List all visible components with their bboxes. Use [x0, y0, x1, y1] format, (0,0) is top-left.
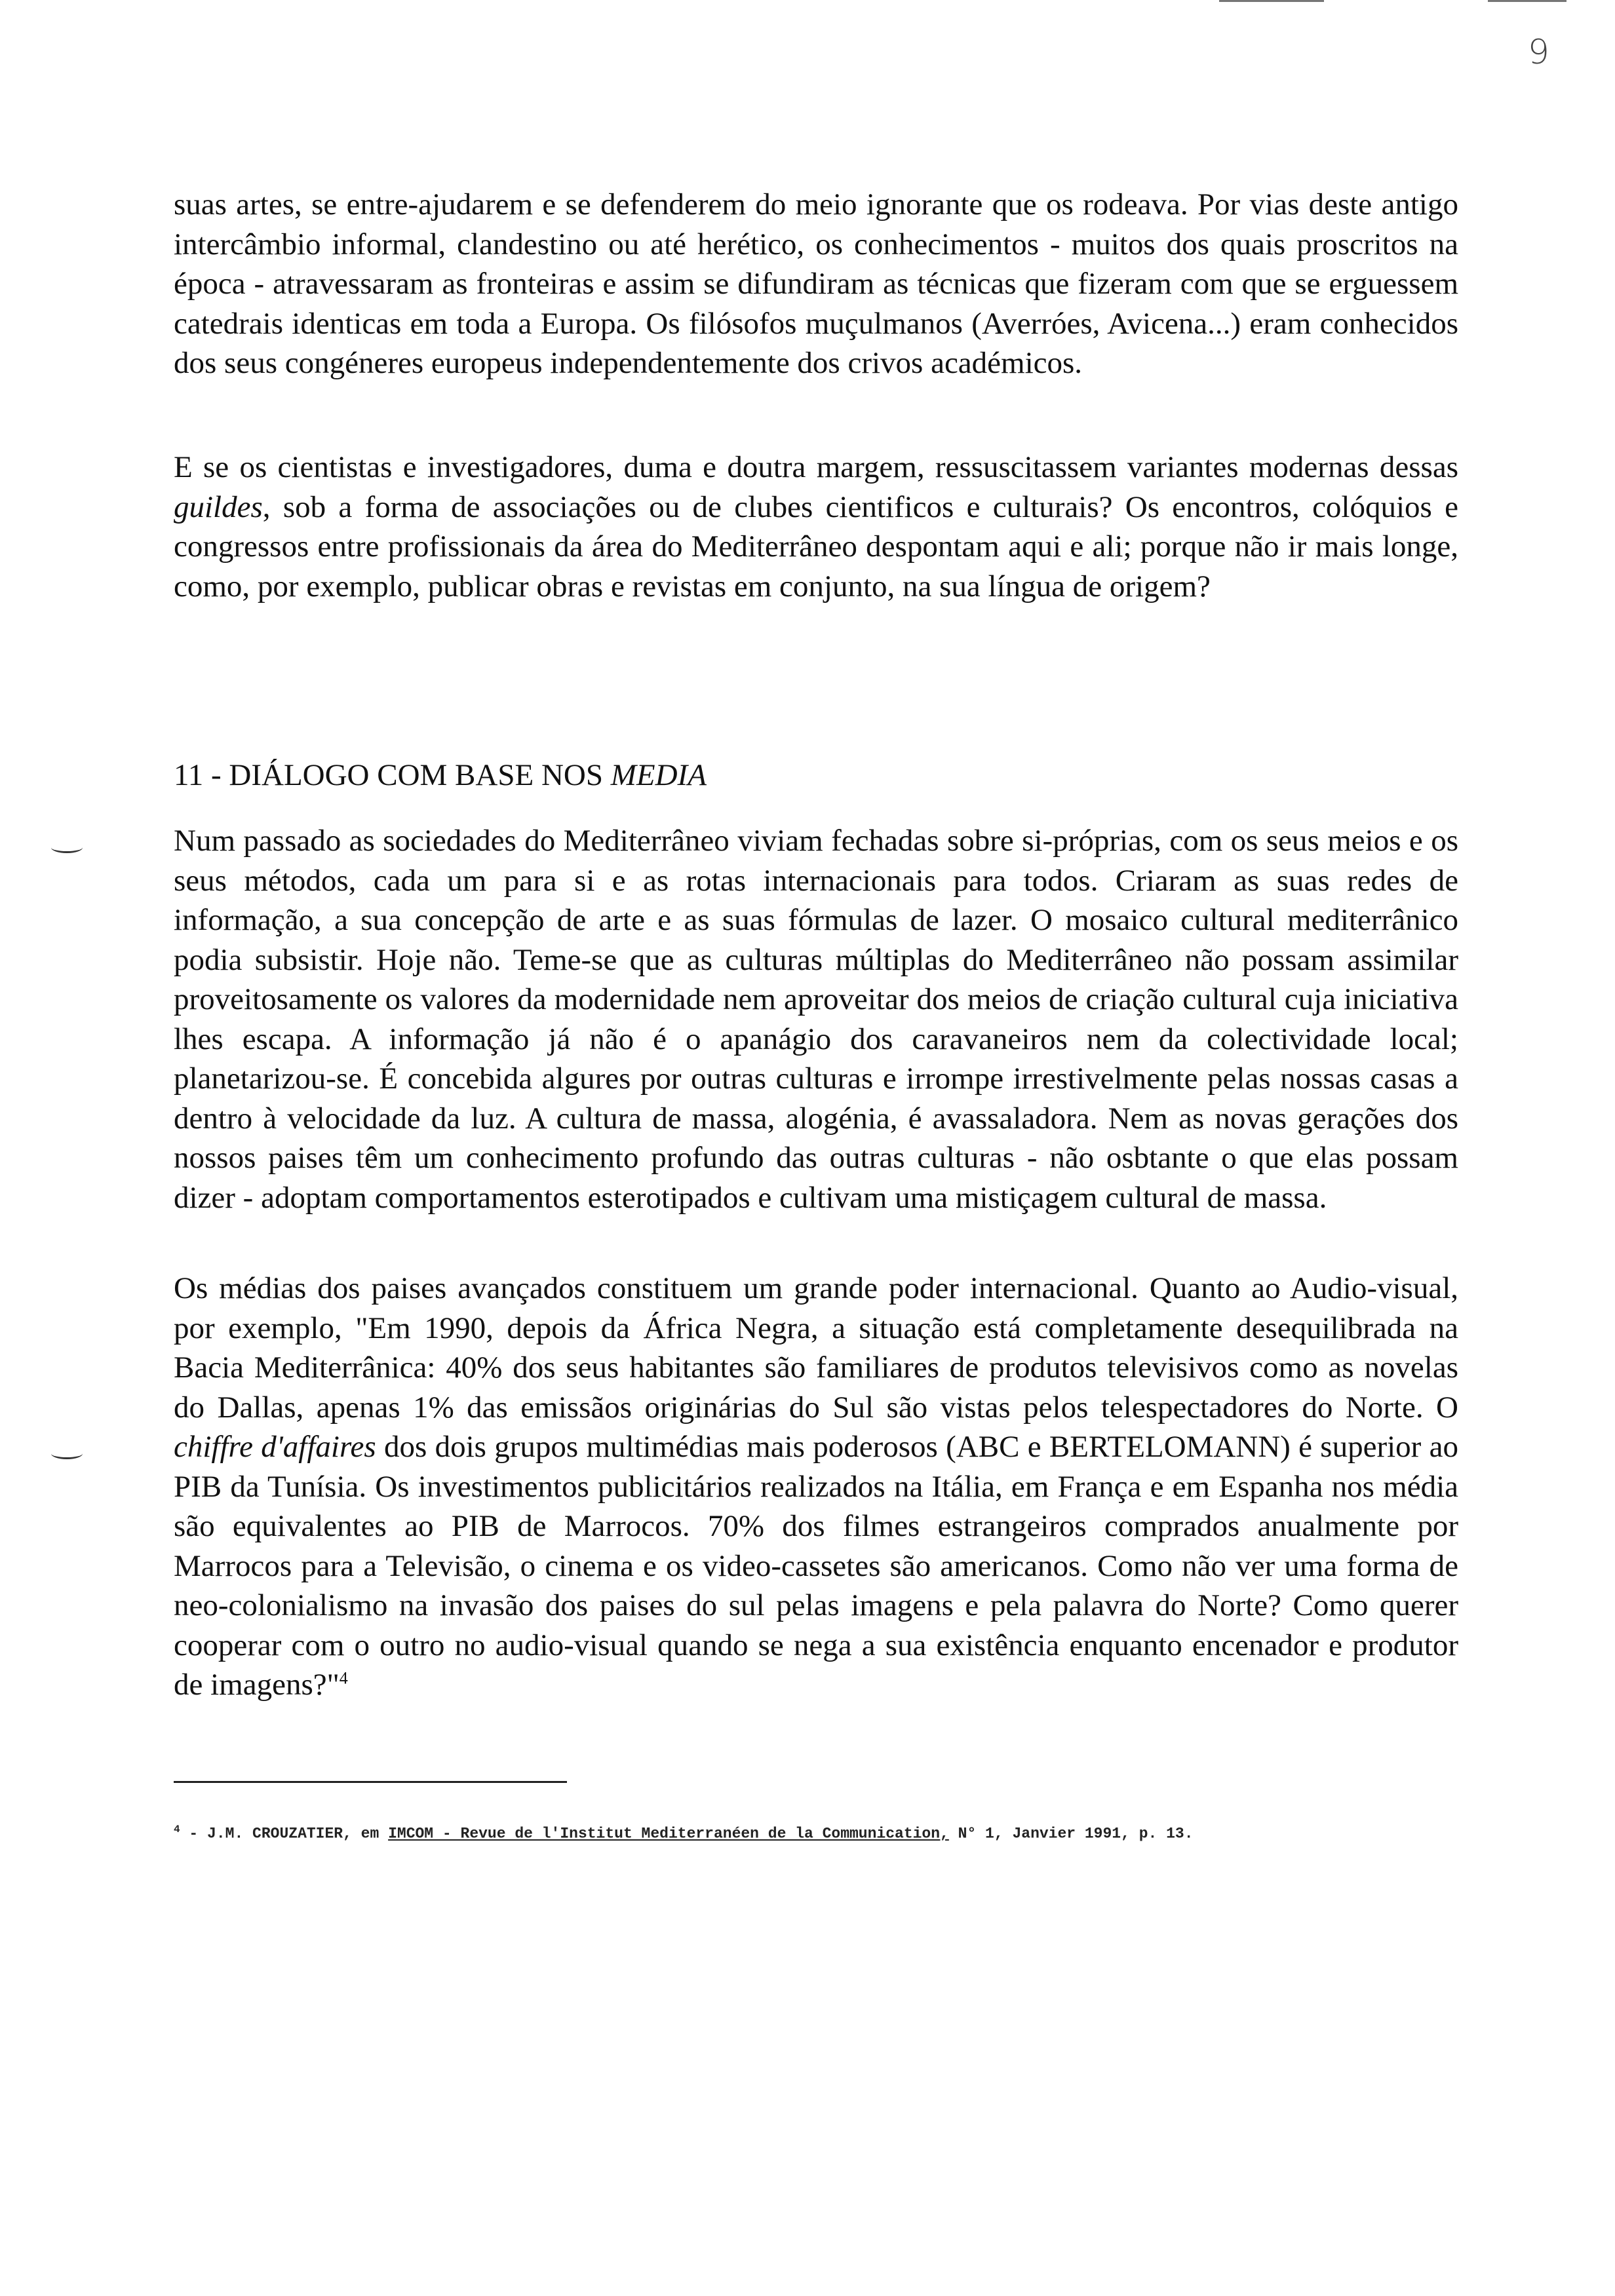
section-heading — [174, 756, 707, 795]
footnote-author: J.M. CROUZATIER, em — [207, 1825, 389, 1843]
section-heading-italic: MEDIA — [610, 758, 707, 792]
paragraph-4-italic: chiffre d'affaires — [174, 1430, 376, 1464]
footnote-marker: 4 — [174, 1824, 180, 1835]
page-number: 9 — [1527, 33, 1549, 72]
scan-edge-line — [1219, 0, 1324, 2]
paragraph-1: suas artes, se entre-ajudarem e se defenderem do meio ignorante que os rodeava. Por vias deste antigo intercâmbio informal, clandestino ou até herético, os conhecimentos - muitos dos quais proscritos na época - atravessaram as fronteiras e assim se difundiram as técnicas que fizeram com que se erguessem catedrais identicas em toda a Europa. Os filósofos muçulmanos (Averróes, Avicena...) eram conhecidos dos seus congéneres europeus independentemente dos crivos académicos. — [174, 187, 1458, 380]
footnote-reference: 4 — [339, 1668, 348, 1688]
margin-check-mark — [51, 1448, 83, 1459]
paragraph-2-text-a: E se os cientistas e investigadores, duma e doutra margem, ressuscitassem variantes modernas dessas — [174, 450, 1458, 484]
scan-edge-line — [1488, 0, 1566, 2]
paragraph-2 — [174, 448, 1458, 606]
margin-check-mark — [51, 842, 83, 853]
section-heading-text: 11 - DIÁLOGO COM BASE NOS — [174, 758, 611, 792]
footnote-rest: N° 1, Janvier 1991, p. 13. — [948, 1825, 1194, 1843]
footnote-source: IMCOM - Revue de l'Institut Mediterranéen de la Communication, — [388, 1825, 949, 1843]
paragraph-3: Num passado as sociedades do Mediterrâneo viviam fechadas sobre si-próprias, com os seus meios e os seus métodos, cada um para si e as rotas internacionais para todos. Criaram as suas redes de informação, a sua concepção de arte e as suas fórmulas de lazer. O mosaico cultural mediterrânico podia subsistir. Hoje não. Teme-se que as culturas múltiplas do Mediterrâneo não possam assimilar proveitosamente os valores da modernidade nem aproveitar dos meios de criação cultural cuja iniciativa lhes escapa. A informação já não é o apanágio dos caravaneiros nem da colectividade local; planetarizou-se. É concebida algures por outras culturas e irrompe irrestivelmente pelas nossas casas a dentro à velocidade da luz. A cultura de massa, alogénia, é avassaladora. Nem as novas gerações dos nossos paises têm um conhecimento profundo das outras culturas - não osbtante o que elas possam dizer - adoptam comportamentos esterotipados e cultivam uma mistiçagem cultural de massa. — [174, 824, 1458, 1215]
paragraph-4-text-a: Os médias dos paises avançados constituem um grande poder internacional. Quanto ao Audio-visual, por exemplo, "Em 1990, depois da África Negra, a situação está completamente desequilibrada na Bacia Mediterrânica: 40% dos seus habitantes são familiares de produtos televisivos como as novelas do Dallas, apenas 1% das emissãos originárias do Sul são vistas pelos telespectadores do Norte. O — [174, 1271, 1458, 1425]
footnote-divider — [174, 1781, 567, 1783]
paragraph-4 — [174, 1269, 1458, 1705]
paragraph-4-text-b: dos dois grupos multimédias mais poderosos (ABC e BERTELOMANN) é superior ao PIB da Tunísia. Os investimentos publicitários realizados na Itália, em França e em Espanha nos média são equivalentes ao PIB de Marrocos. 70% dos filmes estrangeiros comprados anualmente por Marrocos para a Televisão, o cinema e os video-cassetes são americanos. Como não ver uma forma de neo-colonialismo na invasão dos paises do sul pelas imagens e pela palavra do Norte? Como querer cooperar com o outro no audio-visual quando se nega a sua existência enquanto encenador e produtor de imagens?" — [174, 1430, 1458, 1702]
footnote — [174, 1810, 1458, 1854]
paragraph-2-text-b: , sob a forma de associações ou de clubes cientificos e culturais? Os encontros, colóquios e congressos entre profissionais da área do Mediterrâneo despontam aqui e ali; porque não ir mais longe, como, por exemplo, publicar obras e revistas em conjunto, na sua língua de origem? — [174, 489, 1458, 603]
footnote-dash: - — [189, 1825, 199, 1843]
paragraph-2-italic: guildes — [174, 489, 263, 524]
